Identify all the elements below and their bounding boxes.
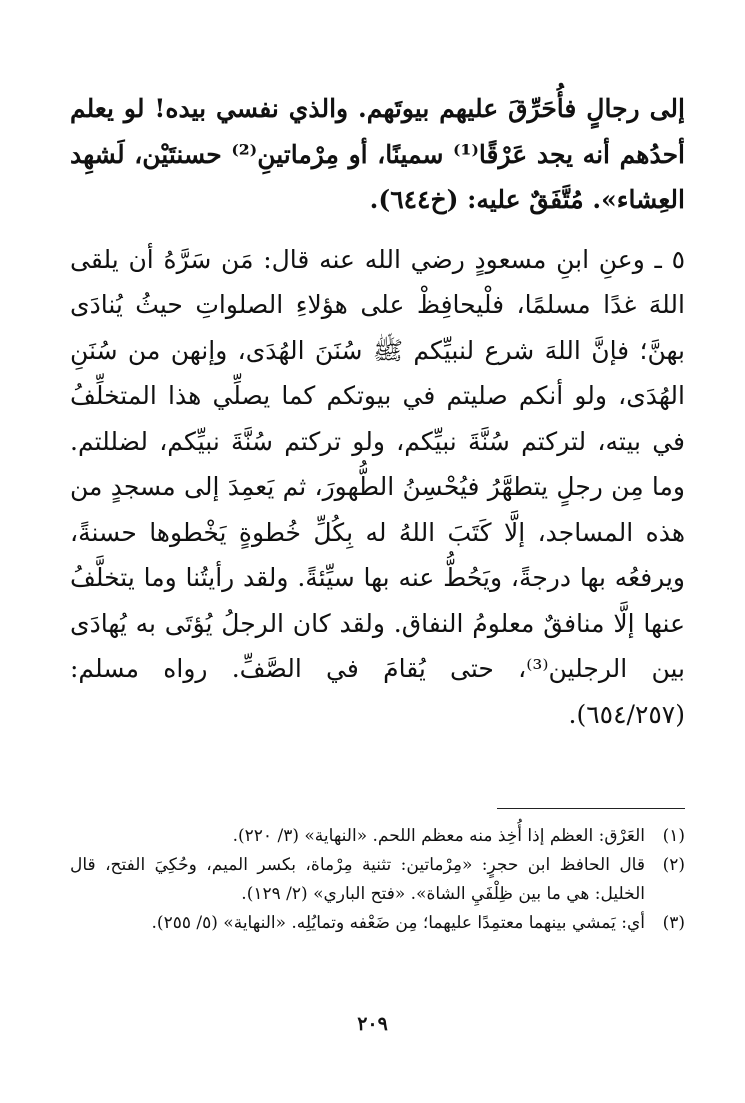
footnote-text: أي: يَمشي بينهما معتمِدًا عليهما؛ مِن ضَعْفه وتمايُلِه. «النهاية» (٥/ ٢٥٥). — [151, 913, 645, 933]
footnote-number: (١) — [662, 826, 685, 846]
footnote-number: (٣) — [662, 913, 685, 933]
footnote-1 — [70, 822, 685, 851]
main-text — [70, 86, 685, 737]
footnotes — [70, 822, 685, 938]
footnote-number: (٢) — [662, 855, 685, 875]
hadith-continuation-paragraph: إلى رجالٍ فأُحَرِّقَ عليهم بيوتَهم. والذي نفسي بيده! لو يعلم أحدُهم أنه يجد عَرْقًا⁽¹⁾ سمينًا، أو مِرْماتينِ⁽²⁾ حسنتَيْن، لَشهِد العِشاء». مُتَّفَقٌ عليه: (خ٦٤٤). — [70, 94, 685, 214]
footnote-text: قال الحافظ ابن حجرٍ: «مِرْماتين: تثنية مِرْماة، بكسر الميم، وحُكِيَ الفتح، قال الخليل: هي ما بين ظِلْفَيِ الشاة». «فتح الباري» (٢/ ١٢٩). — [70, 855, 645, 904]
footnote-divider — [497, 808, 685, 809]
footnote-3 — [70, 909, 685, 938]
page-number: ٢٠٩ — [357, 1013, 388, 1035]
footnote-text: العَرْق: العظم إذا أُخِذ منه معظم اللحم. «النهاية» (٣/ ٢٢٠). — [232, 826, 645, 846]
hadith-5-paragraph: ٥ ـ وعنِ ابنِ مسعودٍ رضي الله عنه قال: مَن سَرَّهُ أن يلقى اللهَ غدًا مسلمًا، فلْيحافِظْ على هؤلاءِ الصلواتِ حيثُ يُنادَى بهنَّ؛ فإنَّ اللهَ شرع لنبيِّكم ﷺ سُنَنَ الهُدَى، وإنهن من سُنَنِ الهُدَى، ولو أنكم صليتم في بيوتكم كما يصلِّي هذا المتخلِّفُ في بيته، لتركتم سُنَّةَ نبيِّكم، ولو تركتم سُنَّةَ نبيِّكم، لضللتم. وما مِن رجلٍ يتطهَّرُ فيُحْسِنُ الطُّهورَ، ثم يَعمِدَ إلى مسجدٍ من هذه المساجد، إلَّا كَتَبَ اللهُ له بِكُلِّ خُطوةٍ يَخْطوها حسنةً، ويرفعُه بها درجةً، ويَحُطُّ عنه بها سيِّئةً. ولقد رأيتُنا وما يتخلَّفُ عنها إلَّا منافقٌ معلومُ النفاق. ولقد كان الرجلُ يُؤتَى به يُهادَى بين الرجلين⁽³⁾، حتى يُقامَ في الصَّفِّ. رواه مسلم: (٦٥٤/٢٥٧). — [70, 244, 685, 729]
footnote-2 — [70, 851, 685, 909]
